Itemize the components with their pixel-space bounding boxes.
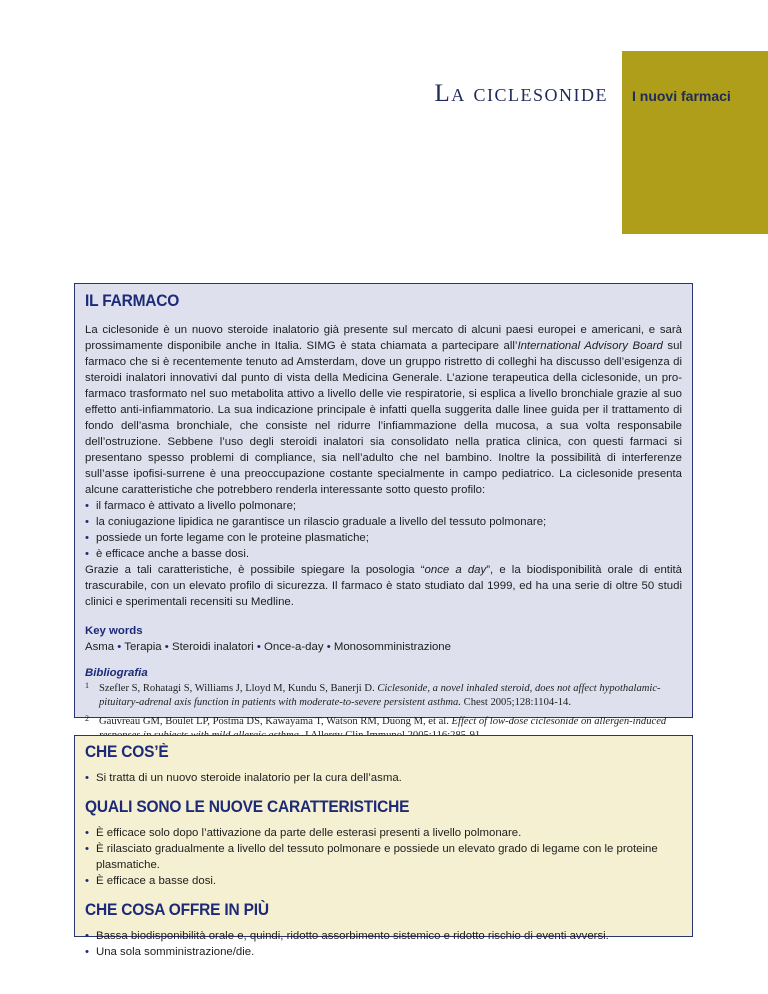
reference-source: Chest 2005;128:1104-14. [461,697,571,708]
list-item: • È rilasciato gradualmente a livello del tessuto polmonare e possiede un elevato grado di legame con le proteine plasmatiche. [85,841,682,873]
section-heading-che-cose: CHE COS’È [85,743,169,762]
keyword: Once-a-day [264,641,324,653]
keyword-separator: • [256,641,261,653]
reference-authors: Gauvreau GM, Boulet LP, Postma DS, Kawayama T, Watson RM, Duong M, et al. [99,716,452,727]
list-item: • Una sola somministrazione/die. [85,944,682,960]
keyword: Monosomministrazione [333,641,451,653]
keywords-title: Key words [85,625,143,637]
reference-title: Effect of low-dose ciclesonide on allergen-induced [451,716,667,727]
list-item: • la coniugazione lipidica ne garantisce un rilascio graduale a livello del tessuto polmonare; [85,514,682,530]
farmaco-bullet-list [85,498,682,562]
bibliography-title: Bibliografia [85,667,148,679]
keywords-list [85,639,682,655]
list-item: • Si tratta di un nuovo steroide inalatorio per la cura dell’asma. [85,770,682,786]
keyword: Terapia [124,641,162,653]
intro-text-2: sul farmaco che si è recentemente tenuto ad Amsterdam, dove un gruppo ristretto di colleghi ha discusso dell’esigenza di steroidi inalatori innovativi dal punto di vista della Medicina Generale. L’azione terapeutica della ciclesonide, un pro-farmaco trasformato nel suo metabolita attivo a livello delle vie respiratorie, si esplica a livello bronchiale grazie al suo effetto anti-infiammatorio. La sua indicazione principale è infatti quella suggerita dalle linee guida per il trattamento di fondo dell’asma bronchiale, che consiste nel ridurre l’infiammazione della mucosa, a sua volta responsabile dell’ostruzione. Sebbene l’uso degli steroidi inalatori sia consolidato nella pratica clinica, con questi farmaci si presentano spesso problemi di compliance, sia nell’adulto che nel bambino. Inoltre la possibilità di interferenze sull’asse ipofisi-surrene è una preoccupazione costante specialmente in campo pediatrico. La ciclesonide presenta alcune caratteristiche che potrebbero renderla interessante sotto questo profilo: [85,340,682,496]
keyword: Asma [85,641,115,653]
farmaco-box [74,283,693,727]
reference-item [85,682,682,710]
reference-number: 2 [85,714,89,723]
che-cose-list [85,770,682,786]
section-heading-offre: CHE COSA OFFRE IN PIÙ [85,901,269,920]
reference-authors: Szefler S, Rohatagi S, Williams J, Lloyd M, Kundu S, Banerji D. [99,683,378,694]
intro-italic: International Advisory Board [517,340,663,352]
offre-list [85,928,682,960]
list-item: • È efficace a basse dosi. [85,873,682,889]
outro-italic: once a day [424,564,487,576]
list-item: • il farmaco è attivato a livello polmonare; [85,498,682,514]
keyword: Steroidi inalatori [171,641,254,653]
list-item: • possiede un forte legame con le proteine plasmatiche; [85,530,682,546]
farmaco-heading: IL FARMACO [85,292,180,311]
list-item: • è efficace anche a basse dosi. [85,546,682,562]
reference-title: Ciclesonide, a novel inhaled steroid, does not affect hypothalamic-pituitary-adrenal axis function in patients with moderate-to-severe persistent asthma. [99,683,661,708]
keyword-separator: • [117,641,122,653]
list-item: • È efficace solo dopo l’attivazione da parte delle esterasi presenti a livello polmonare. [85,825,682,841]
outro-text-2: ”, e la biodisponibilità orale di entità trascurabile, con un elevato profilo di sicurezza. Il farmaco è stato studiato dal 1999, ed ha una serie di oltre 50 studi clinici e sperimentali recensiti su Medline. [85,564,682,608]
outro-text-1: Grazie a tali caratteristiche, è possibile spiegare la posologia “ [85,564,425,576]
reference-number: 1 [85,681,89,690]
keyword-separator: • [326,641,331,653]
list-item: • Bassa biodisponibilità orale e, quindi, ridotto assorbimento sistemico e ridotto rischio di eventi avversi. [85,928,682,944]
caratteristiche-list [85,825,682,889]
intro-text-1: La ciclesonide è un nuovo steroide inalatorio già presente sul mercato di alcuni paesi europei e americani, e sarà prossimamente disponibile anche in Italia. SIMG è stata chiamata a partecipare all’ [85,324,682,352]
section-tab [622,51,768,234]
page-title: La ciclesonide [434,80,608,107]
intro-paragraph [85,322,682,498]
section-tab-label: I nuovi farmaci [632,88,731,104]
outro-paragraph [85,562,682,610]
keyword-separator: • [164,641,169,653]
summary-box [74,735,693,958]
section-heading-caratteristiche: QUALI SONO LE NUOVE CARATTERISTICHE [85,798,410,817]
